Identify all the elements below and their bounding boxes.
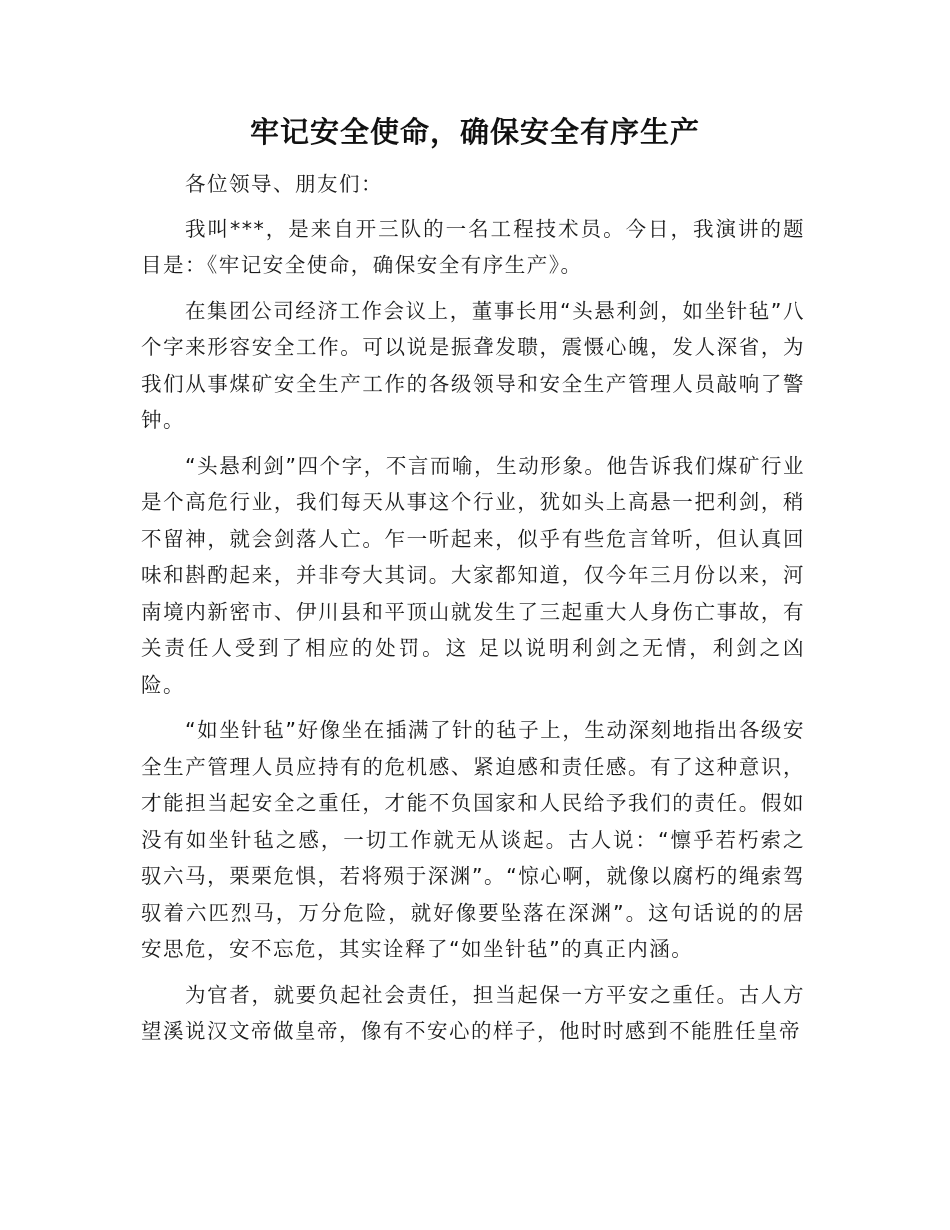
body-paragraph-4: “如坐针毡”好像坐在插满了针的毡子上，生动深刻地指出各级安全生产管理人员应持有的危机感、紧迫感和责任感。有了这种意识，才能担当起安全之重任，才能不负国家和人民给予我们的责任。假如没有如坐针毡之感，一切工作就无从谈起。古人说：“懔乎若朽索之驭六马，栗栗危惧，若将殒于深渊”。“惊心啊，就像以腐朽的绳索驾驭着六匹烈马，万分危险，就好像要坠落在深渊”。这句话说的的居安思危，安不忘危，其实诠释了“如坐针毡”的真正内涵。 (141, 718, 805, 961)
greeting-paragraph: 各位领导、朋友们： (185, 172, 383, 196)
document-title: 牢记安全使命，确保安全有序生产 (249, 115, 700, 149)
body-paragraph-3: “头悬利剑”四个字，不言而喻，生动形象。他告诉我们煤矿行业是个高危行业，我们每天从事这个行业，犹如头上高悬一把利剑，稍不留神，就会剑落人亡。乍一听起来，似乎有些危言耸听，但认真回味和斟酌起来，并非夸大其词。大家都知道，仅今年三月份以来，河南境内新密市、伊川县和平顶山就发生了三起重大人身伤亡事故，有关责任人受到了相应的处罚。这 足以说明利剑之无情，利剑之凶险。 (141, 453, 805, 697)
body-paragraph-5: 为官者，就要负起社会责任，担当起保一方平安之重任。古人方望溪说汉文帝做皇帝，像有不安心的样子，他时时感到不能胜任皇帝 (141, 982, 805, 1043)
document-body (141, 166, 805, 1059)
body-paragraph-1: 我叫***，是来自开三队的一名工程技术员。今日，我演讲的题目是：《牢记安全使命，确保安全有序生产》。 (141, 216, 805, 277)
body-paragraph-2: 在集团公司经济工作会议上，董事长用“头悬利剑，如坐针毡”八个字来形容安全工作。可以说是振聋发聩，震慑心魄，发人深省，为我们从事煤矿安全生产工作的各级领导和安全生产管理人员敲响了警钟。 (141, 298, 805, 432)
